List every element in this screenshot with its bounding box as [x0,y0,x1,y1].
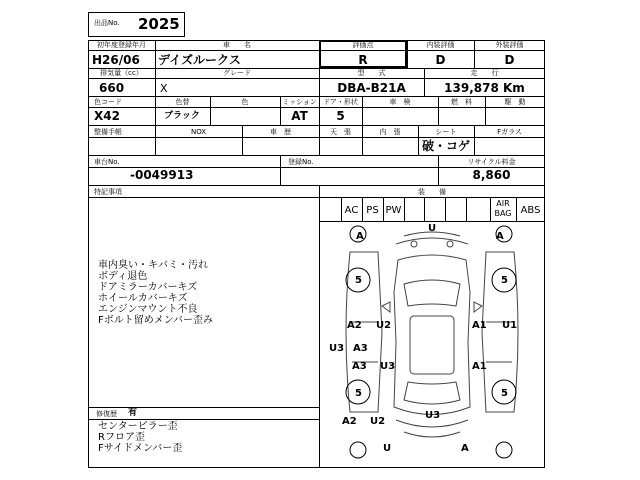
repair-line: センターピラー歪 [98,421,178,432]
recycle-value: 8,860 [472,168,511,182]
color-change-label: 色替 [175,98,190,106]
damage-mark: A3 [353,343,368,354]
lot-number-label: 出品No. [94,19,120,27]
damage-mark: U [383,443,392,454]
note-line: 車内臭い・キバミ・汚れ [98,260,208,271]
note-line: ボディ退色 [98,271,148,282]
score-label: 評価点 [352,41,374,49]
damage-mark: 5 [355,275,362,286]
displacement-value: 660 [99,81,125,95]
note-line: エンジンマウント不良 [98,304,198,315]
damage-mark: U2 [370,416,386,427]
seat-value: 破・コゲ [421,139,470,153]
chassis-label: 車台No. [94,158,120,166]
color-value: ブラック [164,111,200,121]
fuel-label: 燃 料 [451,98,472,106]
damage-mark: A3 [352,361,367,372]
damage-mark: A [496,231,504,242]
repair-history-value: 有 [128,408,138,418]
roof-label: 天 張 [330,128,351,136]
model-label: 型 式 [357,69,386,77]
repair-line: Rフロア歪 [98,432,145,443]
repair-line: Fサイドメンバー歪 [98,443,183,454]
chassis-value: -0049913 [130,168,194,182]
model-value: DBA-B21A [337,81,406,95]
damage-mark: U1 [502,320,518,331]
damage-mark: U2 [376,320,392,331]
color-label: 色 [241,98,249,106]
mileage-label: 走 行 [470,69,499,77]
damage-mark: A1 [472,361,487,372]
lot-number: 2025 [138,15,180,33]
year-label: 初年度登録年月 [97,41,146,49]
car-name-value: デイズルークス [158,53,241,67]
damage-mark: A [461,443,469,454]
inspection-label: 車 検 [389,98,411,106]
damage-mark: 5 [501,275,508,286]
damage-mark: U3 [380,361,396,372]
grade-value: X [160,82,168,95]
equipment-label: 装 備 [418,188,446,196]
interior-trim-label: 内 張 [379,128,401,136]
glass-label: Fガラス [497,128,522,136]
drive-label: 駆 動 [504,98,526,106]
notes-label: 特記事項 [94,188,122,196]
doors-label: ドア・形状 [323,98,358,106]
color-code-value: X42 [94,109,120,123]
damage-mark: A2 [342,416,357,427]
equipment-airbag: AIR BAG [494,199,512,218]
damage-mark: 5 [501,388,508,399]
damage-mark: A1 [472,320,487,331]
repair-history-label: 修復歴 [96,410,117,418]
equipment-pw: PW [385,205,402,216]
damage-mark: U [428,223,437,234]
damage-mark: U3 [425,410,441,421]
grade-label: グレード [223,69,251,77]
note-line: Fボルト留めメンバー歪み [98,315,214,326]
damage-mark: U3 [329,343,345,354]
interior-grade-label: 内装評価 [426,41,455,49]
mission-value: AT [291,109,308,123]
note-line: ドアミラーカバーキズ [98,282,198,293]
nox-label: NOX [190,128,207,136]
car-name-label: 車 名 [223,41,251,49]
damage-mark: A [356,231,364,242]
interior-grade-value: D [435,53,446,67]
equipment-abs: ABS [520,205,541,216]
color-code-label: 色コード [94,98,122,106]
seat-label: シート [435,128,457,136]
year-value: H26/06 [92,53,140,67]
exterior-grade-label: 外装評価 [495,41,524,49]
note-line: ホイールカバーキズ [98,293,188,304]
history-label: 車 歴 [270,128,291,136]
equipment-ps: PS [366,205,379,216]
damage-mark: A2 [347,320,362,331]
mission-label: ミッション [282,98,317,106]
damage-mark: 5 [355,388,362,399]
exterior-grade-value: D [504,53,515,67]
score-value: R [358,53,368,67]
registration-label: 登録No. [288,158,314,166]
doors-value: 5 [336,109,345,123]
mileage-value: 139,878 Km [444,81,525,95]
recycle-label: リサイクル料金 [467,158,516,166]
displacement-label: 排気量（cc） [100,69,143,77]
equipment-ac: AC [344,205,359,216]
service-record-label: 整備手帳 [94,128,122,136]
